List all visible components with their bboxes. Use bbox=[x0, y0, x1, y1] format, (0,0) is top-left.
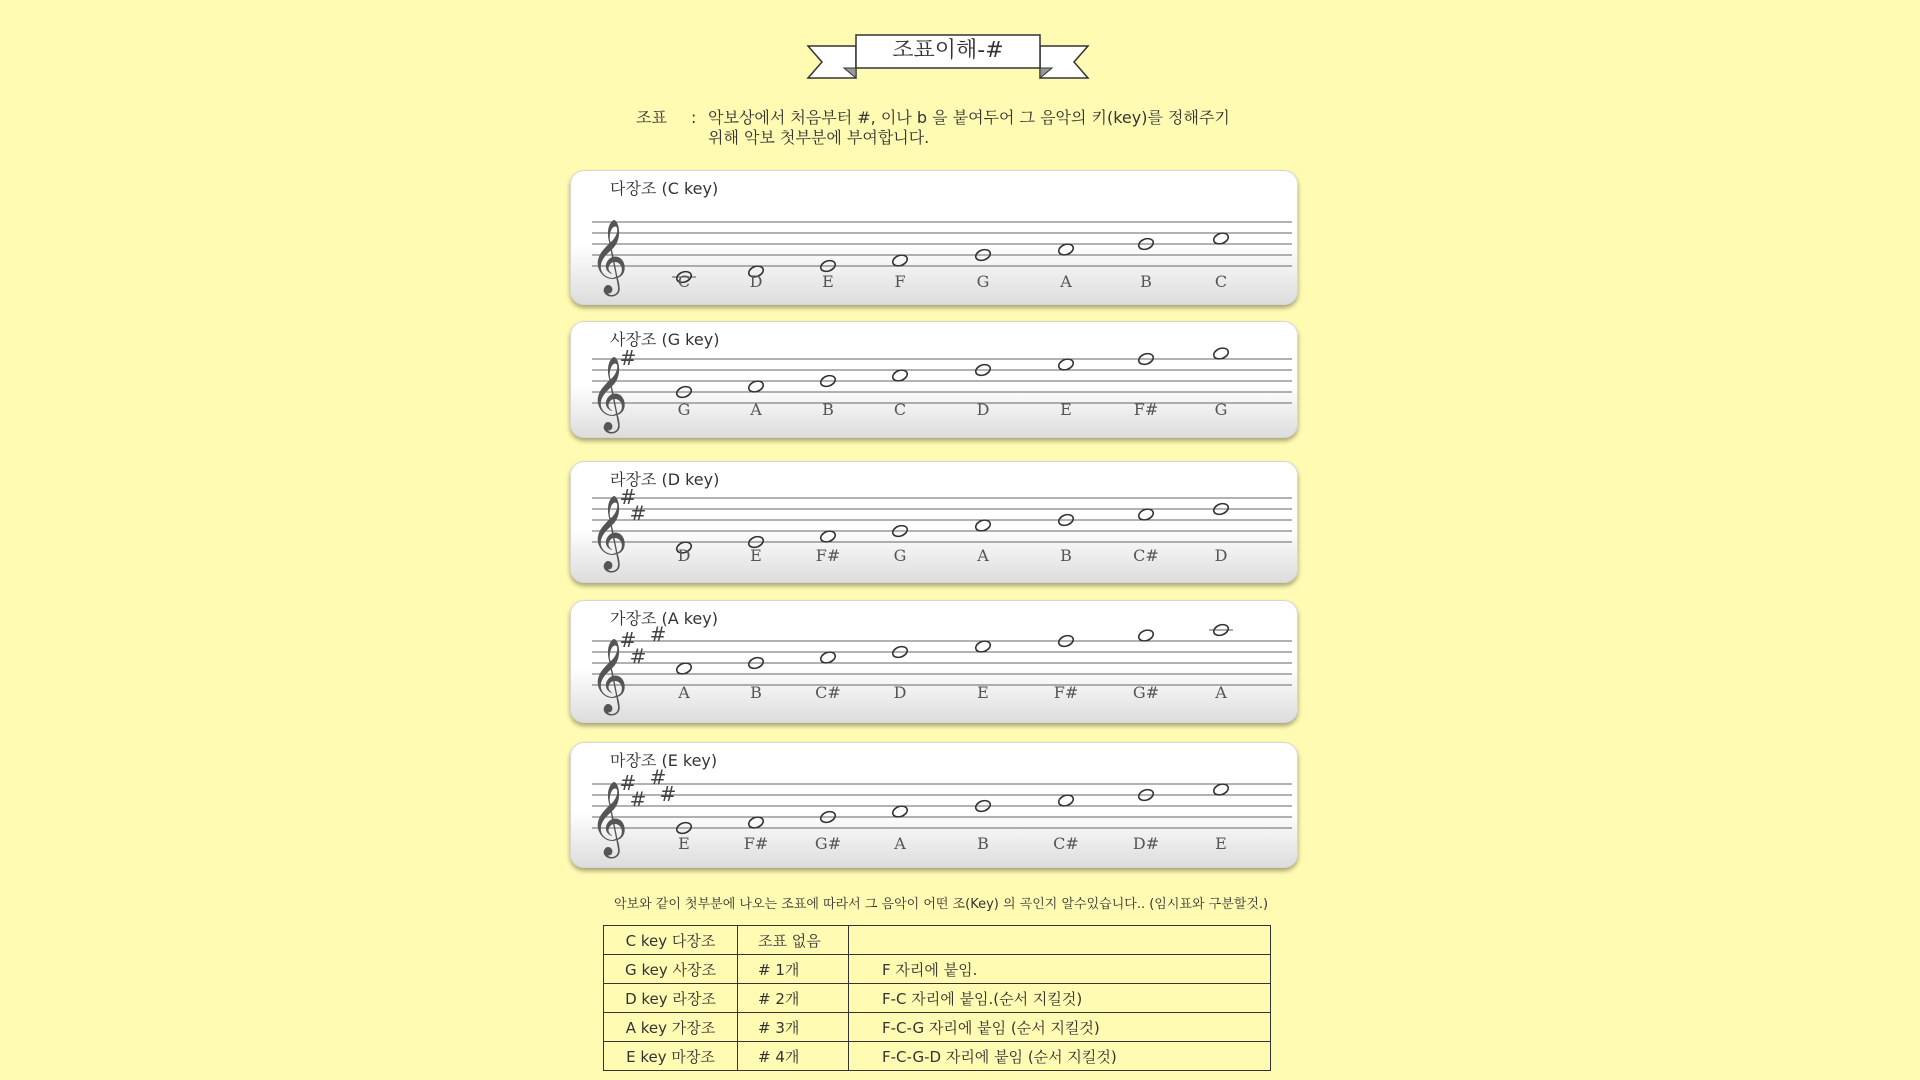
scale-panel-d bbox=[570, 461, 1298, 583]
note-name-label: G bbox=[677, 400, 691, 419]
scale-panel-a bbox=[570, 600, 1298, 723]
table-row bbox=[604, 984, 1271, 1013]
note-names bbox=[570, 600, 1298, 723]
scale-title: 라장조 (D key) bbox=[610, 470, 720, 489]
table-cell-count: # 4개 bbox=[738, 1042, 849, 1071]
sharp-icon: # bbox=[629, 501, 647, 526]
table-cell-key: E key 마장조 bbox=[604, 1042, 738, 1071]
scale-panel-c bbox=[570, 170, 1298, 305]
note-name-label: C bbox=[893, 400, 907, 419]
note-name-label: A bbox=[977, 546, 989, 565]
table-cell-count: 조표 없음 bbox=[738, 926, 849, 955]
sharp-icon: # bbox=[649, 765, 667, 790]
note-names bbox=[570, 461, 1298, 583]
table-row bbox=[604, 926, 1271, 955]
note-name-label: G# bbox=[1132, 683, 1160, 702]
sharp-icon: # bbox=[659, 782, 677, 806]
note-name-label: G bbox=[1214, 400, 1228, 419]
table-row bbox=[604, 955, 1271, 984]
treble-clef-icon: 𝄞 bbox=[590, 496, 628, 570]
note-name-label: E bbox=[822, 272, 834, 291]
table-cell-count: # 2개 bbox=[738, 984, 849, 1013]
note-name-label: B bbox=[750, 683, 762, 702]
treble-clef-icon: 𝄞 bbox=[590, 639, 628, 713]
note-name-label: B bbox=[1140, 272, 1152, 291]
note-name-label: A bbox=[1215, 683, 1227, 702]
note-name-label: F# bbox=[1133, 400, 1159, 419]
table-cell-key: G key 사장조 bbox=[604, 955, 738, 984]
footnote: 악보와 같이 첫부분에 나오는 조표에 따라서 그 음악이 어떤 조(Key) 의 곡인지 알수있습니다.. (임시표와 구분할것.) bbox=[614, 897, 1269, 912]
sharp-icon: # bbox=[619, 485, 637, 509]
note-names bbox=[570, 742, 1298, 868]
sharp-icon: # bbox=[649, 622, 667, 647]
note-name-label: D bbox=[677, 546, 691, 565]
note-name-label: G# bbox=[814, 834, 842, 853]
note-name-label: D# bbox=[1132, 834, 1160, 853]
note-name-label: B bbox=[1060, 546, 1072, 565]
note-name-label: C# bbox=[1133, 546, 1159, 565]
table-cell-position: F-C-G 자리에 붙임 (순서 지킬것) bbox=[849, 1013, 1271, 1042]
table-cell-position: F-C 자리에 붙임.(순서 지킬것) bbox=[849, 984, 1271, 1013]
table-cell-key: D key 라장조 bbox=[604, 984, 738, 1013]
treble-clef-icon: 𝄞 bbox=[590, 782, 628, 856]
table-cell-count: # 3개 bbox=[738, 1013, 849, 1042]
scale-panel-e bbox=[570, 742, 1298, 868]
note-name-label: A bbox=[894, 834, 906, 853]
sharp-icon: # bbox=[629, 787, 647, 812]
title-banner bbox=[806, 32, 1090, 84]
note-name-label: C# bbox=[1053, 834, 1079, 853]
table-row bbox=[604, 1013, 1271, 1042]
table-cell-count: # 1개 bbox=[738, 955, 849, 984]
treble-clef-icon: 𝄞 bbox=[590, 357, 628, 431]
note-name-label: D bbox=[893, 683, 907, 702]
note-name-label: F# bbox=[743, 834, 769, 853]
note-name-label: B bbox=[977, 834, 989, 853]
intro-line-2: 위해 악보 첫부분에 부여합니다. bbox=[708, 128, 930, 147]
scale-title: 마장조 (E key) bbox=[610, 751, 718, 770]
intro-colon: : bbox=[691, 108, 697, 127]
table-cell-key: C key 다장조 bbox=[604, 926, 738, 955]
sharp-icon: # bbox=[619, 346, 637, 370]
note-name-label: E bbox=[977, 683, 989, 702]
intro-line-1: 악보상에서 처음부터 #, 이나 b 을 붙여두어 그 음악의 키(key)를 정해주기 bbox=[708, 108, 1230, 127]
scale-title: 가장조 (A key) bbox=[610, 609, 718, 628]
intro-label: 조표 bbox=[636, 108, 667, 127]
note-name-label: G bbox=[893, 546, 907, 565]
note-name-label: E bbox=[678, 834, 690, 853]
note-name-label: D bbox=[1214, 546, 1228, 565]
scale-title: 다장조 (C key) bbox=[610, 179, 719, 198]
note-name-label: A bbox=[678, 683, 690, 702]
note-name-label: F bbox=[894, 272, 906, 291]
note-name-label: G bbox=[976, 272, 990, 291]
note-name-label: E bbox=[1215, 834, 1227, 853]
scale-panel-g bbox=[570, 321, 1298, 438]
scale-title: 사장조 (G key) bbox=[610, 330, 720, 349]
note-name-label: C bbox=[1214, 272, 1228, 291]
note-name-label: B bbox=[822, 400, 834, 419]
note-name-label: E bbox=[1060, 400, 1072, 419]
note-name-label: A bbox=[750, 400, 762, 419]
table-cell-key: A key 가장조 bbox=[604, 1013, 738, 1042]
key-signature-table bbox=[603, 925, 1271, 1071]
sharp-icon: # bbox=[629, 644, 647, 669]
table-row bbox=[604, 1042, 1271, 1071]
note-name-label: F# bbox=[815, 546, 841, 565]
intro-text bbox=[708, 108, 1308, 148]
note-name-label: F# bbox=[1053, 683, 1079, 702]
sharp-icon: # bbox=[619, 771, 637, 795]
table-cell-position bbox=[849, 926, 1271, 955]
note-name-label: D bbox=[976, 400, 990, 419]
page-title: 조표이해-# bbox=[892, 38, 1004, 63]
note-name-label: E bbox=[750, 546, 762, 565]
table-cell-position: F-C-G-D 자리에 붙임 (순서 지킬것) bbox=[849, 1042, 1271, 1071]
note-name-label: D bbox=[749, 272, 763, 291]
table-cell-position: F 자리에 붙임. bbox=[849, 955, 1271, 984]
note-names bbox=[570, 170, 1298, 305]
note-name-label: A bbox=[1060, 272, 1072, 291]
sharp-icon: # bbox=[619, 628, 637, 652]
treble-clef-icon: 𝄞 bbox=[590, 220, 628, 294]
note-name-label: C bbox=[677, 272, 691, 291]
note-names bbox=[570, 321, 1298, 438]
note-name-label: C# bbox=[815, 683, 841, 702]
